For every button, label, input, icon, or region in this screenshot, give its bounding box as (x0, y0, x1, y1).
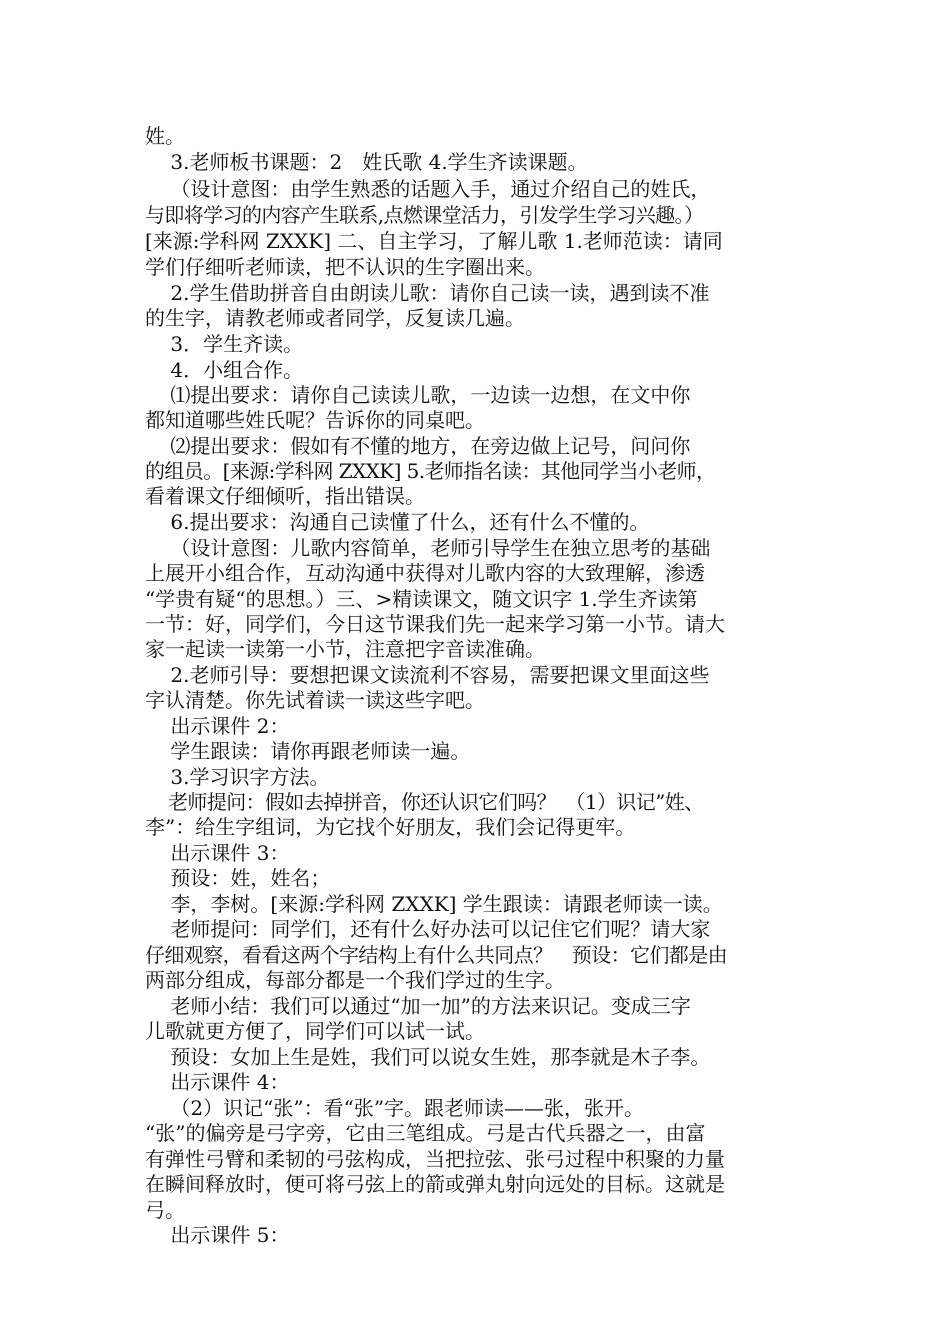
text-line: 老师提问：假如去掉拼音，你还认识它们吗？ （1）识记”姓、 (145, 790, 704, 814)
text-line: “张”的偏旁是弓字旁，它由三笔组成。弓是古代兵器之一，由富 (145, 1121, 706, 1145)
text-line: 出示课件 3： (145, 841, 290, 865)
text-line: 2.老师引导：要想把课文读流利不容易，需要把课文里面这些 (145, 663, 710, 687)
text-line: 儿歌就更方便了，同学们可以试一试。 (145, 1019, 485, 1043)
text-line: 仔细观察，看看这两个字结构上有什么共同点？ 预设：它们都是由 (145, 943, 727, 967)
text-line: （设计意图：由学生熟悉的话题入手，通过介绍自己的姓氏， (145, 177, 711, 201)
text-line: 2.学生借助拼音自由朗读儿歌：请你自己读一读，遇到读不准 (145, 281, 710, 305)
text-line: 预设：姓，姓名； (145, 866, 331, 890)
text-line: 3．学生齐读。 (145, 332, 304, 356)
text-line: 李”：给生字组词，为它找个好朋友，我们会记得更牢。 (145, 815, 636, 839)
text-line: 有弹性弓臂和柔韧的弓弦构成，当把拉弦、张弓过程中积聚的力量 (145, 1147, 725, 1171)
text-line: （设计意图：儿歌内容简单，老师引导学生在独立思考的基础 (145, 536, 711, 560)
text-line: 与即将学习的内容产生联系,点燃课堂活力，引发学生学习兴趣。） (145, 203, 704, 227)
text-line: 两部分组成，每部分都是一个我们学过的生字。 (145, 968, 565, 992)
text-line: 出示课件 2： (145, 714, 290, 738)
text-line: 家一起读一读第一小节，注意把字音读准确。 (145, 637, 545, 661)
text-line: 6.提出要求：沟通自己读懂了什么，还有什么不懂的。 (145, 510, 650, 534)
text-line: 3.学习识字方法。 (145, 765, 330, 789)
text-line: 4．小组合作。 (145, 358, 304, 382)
text-line: 在瞬间释放时，便可将弓弦上的箭或弹丸射向远处的目标。这就是 (145, 1172, 725, 1196)
text-line: 老师小结：我们可以通过“加一加”的方法来识记。变成三字 (145, 994, 691, 1018)
text-line: 一节：好，同学们，今日这节课我们先一起来学习第一小节。请大 (145, 612, 725, 636)
text-line: 看着课文仔细倾听，指出错误。 (145, 484, 425, 508)
text-line: 老师提问：同学们，还有什么好办法可以记住它们呢？请大家 (145, 917, 711, 941)
text-line: ⑴提出要求：请你自己读读儿歌，一边读一边想，在文中你 (145, 383, 691, 407)
text-line: 李，李树。[来源:学科网 ZXXK] 学生跟读：请跟老师读一读。 (145, 892, 723, 916)
text-line: 弓。 (145, 1198, 185, 1222)
text-line: [来源:学科网 ZXXK] 二、自主学习，了解儿歌 1.老师范读：请同 (145, 229, 723, 253)
text-line: 出示课件 4： (145, 1070, 290, 1094)
text-line: 学们仔细听老师读，把不认识的生字圈出来。 (145, 255, 545, 279)
text-line: 上展开小组合作，互动沟通中获得对儿歌内容的大致理解，渗透 (145, 561, 705, 585)
text-line: ⑵提出要求：假如有不懂的地方，在旁边做上记号，问问你 (145, 434, 691, 458)
text-line: 3.老师板书课题：2 姓氏歌 4.学生齐读课题。 (145, 150, 588, 174)
text-line: 的生字，请教老师或者同学，反复读几遍。 (145, 306, 525, 330)
text-line: （2）识记“张”：看“张”字。跟老师读——张，张开。 (145, 1096, 645, 1120)
text-line: “学贵有疑“的思想。）三、>精读课文，随文识字 1.学生齐读第 (145, 587, 698, 611)
text-line: 字认清楚。你先试着读一读这些字吧。 (145, 688, 485, 712)
text-line: 的组员。[来源:学科网 ZXXK] 5.老师指名读：其他同学当小老师， (145, 459, 716, 483)
text-line: 预设：女加上生是姓，我们可以说女生姓，那李就是木子李。 (145, 1045, 711, 1069)
text-line: 姓。 (145, 124, 185, 148)
text-line: 出示课件 5： (145, 1223, 290, 1247)
text-line: 学生跟读：请你再跟老师读一遍。 (145, 739, 471, 763)
text-line: 都知道哪些姓氏呢？告诉你的同桌吧。 (145, 408, 485, 432)
